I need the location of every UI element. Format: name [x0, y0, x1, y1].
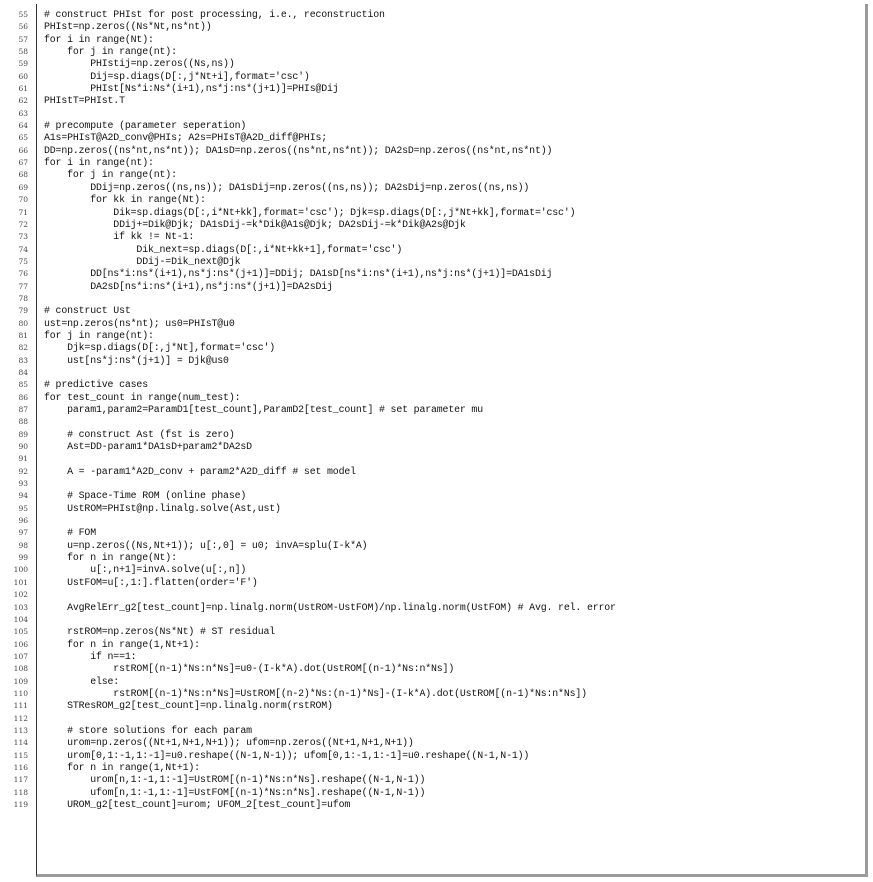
code-text: if n==1:: [44, 650, 137, 662]
line-number: 83: [18, 355, 28, 365]
line-number: 96: [18, 516, 28, 526]
line-number: 64: [18, 121, 28, 131]
line-number: 106: [13, 639, 28, 649]
code-line: [0, 83, 873, 95]
line-number: 108: [13, 664, 28, 674]
code-line: [0, 799, 873, 811]
code-line: [0, 725, 873, 737]
code-text: for i in range(Nt):: [44, 33, 154, 45]
line-number: 63: [18, 108, 28, 118]
line-number: 77: [18, 281, 28, 291]
code-line: [0, 268, 873, 280]
code-line: [0, 207, 873, 219]
code-line: [0, 318, 873, 330]
line-number: 85: [18, 380, 28, 390]
code-line: [0, 9, 873, 21]
code-text: DA2sD[ns*i:ns*(i+1),ns*j:ns*(j+1)]=DA2sDij: [44, 280, 333, 292]
code-text: # store solutions for each param: [44, 724, 252, 736]
code-line: [0, 281, 873, 293]
line-number: 72: [18, 219, 28, 229]
line-number: 80: [18, 318, 28, 328]
line-number: 95: [18, 503, 28, 513]
code-line: [0, 676, 873, 688]
line-number: 81: [18, 330, 28, 340]
code-line: [0, 379, 873, 391]
code-text: Dik=sp.diags(D[:,i*Nt+kk],format='csc'); Djk=sp.diags(D[:,j*Nt+kk],format='csc'): [44, 206, 576, 218]
code-line: [0, 441, 873, 453]
code-line: [0, 453, 873, 465]
line-number: 102: [13, 590, 28, 600]
code-line: [0, 429, 873, 441]
code-text: for j in range(nt):: [44, 46, 177, 58]
line-number: 67: [18, 158, 28, 168]
code-text: for n in range(1,Nt+1):: [44, 761, 200, 773]
line-number: 79: [18, 306, 28, 316]
line-number: 109: [13, 676, 28, 686]
code-text: ust[ns*j:ns*(j+1)] = Djk@us0: [44, 354, 229, 366]
code-text: ust=np.zeros(ns*nt); us0=PHIsT@u0: [44, 317, 235, 329]
code-line: [0, 392, 873, 404]
code-line: [0, 231, 873, 243]
code-text: UstFOM=u[:,1:].flatten(order='F'): [44, 576, 258, 588]
code-line: [0, 602, 873, 614]
line-number: 107: [13, 651, 28, 661]
code-line: [0, 157, 873, 169]
code-text: for n in range(1,Nt+1):: [44, 638, 200, 650]
line-number: 99: [18, 553, 28, 563]
line-number: 69: [18, 182, 28, 192]
code-line: [0, 466, 873, 478]
code-line: [0, 71, 873, 83]
line-number: 104: [13, 614, 28, 624]
code-text: u=np.zeros((Ns,Nt+1)); u[:,0] = u0; invA=splu(I-k*A): [44, 539, 368, 551]
code-line: [0, 132, 873, 144]
line-number: 119: [13, 800, 28, 809]
code-text: PHIstT=PHIst.T: [44, 95, 125, 107]
code-line: [0, 21, 873, 33]
code-text: # construct PHIst for post processing, i.e., reconstruction: [44, 9, 385, 20]
code-line: [0, 194, 873, 206]
line-number: 117: [13, 775, 28, 785]
line-number: 105: [13, 627, 28, 637]
code-line: [0, 305, 873, 317]
line-number: 73: [18, 232, 28, 242]
line-number: 59: [18, 59, 28, 69]
line-number: 103: [13, 602, 28, 612]
code-text: urom[n,1:-1,1:-1]=UstROM[(n-1)*Ns:n*Ns].reshape((N-1,N-1)): [44, 774, 426, 786]
line-number: 87: [18, 405, 28, 414]
line-number: 60: [18, 71, 28, 81]
code-line: [0, 515, 873, 527]
line-number: 68: [18, 170, 28, 180]
code-text: Dik_next=sp.diags(D[:,i*Nt+kk+1],format='csc'): [44, 243, 403, 255]
code-line: [0, 182, 873, 194]
code-text: UstROM=PHIst@np.linalg.solve(Ast,ust): [44, 502, 281, 514]
code-line: [0, 774, 873, 786]
code-text: # precompute (parameter seperation): [44, 120, 247, 132]
code-text: # Space-Time ROM (online phase): [44, 490, 247, 502]
line-number: 76: [18, 269, 28, 279]
code-line: [0, 330, 873, 342]
line-number: 61: [18, 84, 28, 94]
line-number: 82: [18, 343, 28, 353]
code-line: [0, 503, 873, 515]
code-text: urom=np.zeros((Nt+1,N+1,N+1)); ufom=np.zeros((Nt+1,N+1,N+1)): [44, 737, 414, 749]
code-text: # FOM: [44, 527, 96, 539]
code-line: [0, 256, 873, 268]
code-line: [0, 639, 873, 651]
line-number: 100: [13, 565, 28, 575]
code-line: [0, 219, 873, 231]
code-line: [0, 490, 873, 502]
code-text: DDij=np.zeros((ns,ns)); DA1sDij=np.zeros((ns,ns)); DA2sDij=np.zeros((ns,ns)): [44, 181, 530, 193]
code-text: # construct Ast (fst is zero): [44, 428, 235, 440]
code-text: for j in range(nt):: [44, 169, 177, 181]
line-number: 86: [18, 392, 28, 402]
code-line: [0, 342, 873, 354]
line-number: 116: [13, 762, 28, 772]
line-number: 89: [18, 429, 28, 439]
code-text: DDij+=Dik@Djk; DA1sDij-=k*Dik@A1s@Djk; DA2sDij-=k*Dik@A2s@Djk: [44, 218, 466, 230]
code-text: for n in range(Nt):: [44, 552, 177, 564]
line-number: 114: [13, 738, 28, 748]
code-line: [0, 95, 873, 107]
line-number: 84: [18, 367, 28, 377]
line-number: 93: [18, 479, 28, 489]
code-line: [0, 762, 873, 774]
code-line: [0, 540, 873, 552]
code-text: for test_count in range(num_test):: [44, 391, 241, 403]
code-text: PHIst[Ns*i:Ns*(i+1),ns*j:ns*(j+1)]=PHIs@Dij: [44, 83, 339, 95]
code-text: Dij=sp.diags(D[:,j*Nt+i],format='csc'): [44, 70, 310, 82]
code-line: [0, 169, 873, 181]
code-text: urom[0,1:-1,1:-1]=u0.reshape((N-1,N-1)); ufom[0,1:-1,1:-1]=u0.reshape((N-1,N-1)): [44, 749, 530, 761]
code-text: UROM_g2[test_count]=urom; UFOM_2[test_count]=ufom: [44, 799, 351, 810]
code-line: [0, 108, 873, 120]
code-text: if kk != Nt-1:: [44, 231, 195, 243]
line-number: 111: [13, 701, 28, 711]
line-number: 66: [18, 145, 28, 155]
line-number: 112: [13, 713, 28, 723]
code-line: [0, 713, 873, 725]
line-number: 110: [13, 688, 28, 698]
code-text: AvgRelErr_g2[test_count]=np.linalg.norm(UstROM-UstFOM)/np.linalg.norm(UstFOM) # Avg. rel. error: [44, 601, 616, 613]
line-number: 88: [18, 417, 28, 427]
code-line: [0, 700, 873, 712]
code-text: rstROM[(n-1)*Ns:n*Ns]=UstROM[(n-2)*Ns:(n-1)*Ns]-(I-k*A).dot(UstROM[(n-1)*Ns:n*Ns]): [44, 687, 587, 699]
code-line: [0, 244, 873, 256]
line-number: 74: [18, 244, 28, 254]
code-text: PHIst=np.zeros((Ns*Nt,ns*nt)): [44, 21, 212, 33]
code-text: for kk in range(Nt):: [44, 194, 206, 206]
code-text: Djk=sp.diags(D[:,j*Nt],format='csc'): [44, 342, 276, 354]
line-number: 70: [18, 195, 28, 205]
line-number: 97: [18, 528, 28, 538]
code-text: for j in range(nt):: [44, 329, 154, 341]
code-line: [0, 478, 873, 490]
code-text: A = -param1*A2D_conv + param2*A2D_diff # set model: [44, 465, 356, 477]
code-text: PHIstij=np.zeros((Ns,ns)): [44, 58, 235, 70]
line-number: 98: [18, 540, 28, 550]
line-number: 57: [18, 34, 28, 44]
code-line: [0, 688, 873, 700]
code-line: [0, 626, 873, 638]
code-text: # construct Ust: [44, 305, 131, 317]
code-text: A1s=PHIsT@A2D_conv@PHIs; A2s=PHIsT@A2D_diff@PHIs;: [44, 132, 328, 144]
code-line: [0, 145, 873, 157]
code-line: [0, 355, 873, 367]
line-number: 55: [18, 10, 28, 19]
code-text: # predictive cases: [44, 379, 148, 391]
code-line: [0, 293, 873, 305]
code-text: DD[ns*i:ns*(i+1),ns*j:ns*(j+1)]=DDij; DA1sD[ns*i:ns*(i+1),ns*j:ns*(j+1)]=DA1sDij: [44, 268, 553, 280]
code-line: [0, 663, 873, 675]
line-number: 90: [18, 442, 28, 452]
code-text: Ast=DD-param1*DA1sD+param2*DA2sD: [44, 441, 252, 453]
line-number: 62: [18, 96, 28, 106]
code-text: rstROM=np.zeros(Ns*Nt) # ST residual: [44, 626, 276, 638]
code-line: [0, 577, 873, 589]
code-text: DD=np.zeros((ns*nt,ns*nt)); DA1sD=np.zeros((ns*nt,ns*nt)); DA2sD=np.zeros((ns*nt,ns*nt)): [44, 144, 553, 156]
code-text: rstROM[(n-1)*Ns:n*Ns]=u0-(I-k*A).dot(UstROM[(n-1)*Ns:n*Ns]): [44, 663, 455, 675]
code-text: param1,param2=ParamD1[test_count],ParamD2[test_count] # set parameter mu: [44, 404, 483, 415]
line-number: 113: [13, 725, 28, 735]
line-number: 58: [18, 47, 28, 57]
code-line: [0, 614, 873, 626]
line-number: 78: [18, 293, 28, 303]
code-line: [0, 34, 873, 46]
code-line: [0, 120, 873, 132]
code-text: else:: [44, 675, 120, 687]
line-number: 71: [18, 207, 28, 217]
code-line: [0, 416, 873, 428]
line-number: 94: [18, 491, 28, 501]
code-line: [0, 750, 873, 762]
line-number: 92: [18, 466, 28, 476]
code-line: [0, 58, 873, 70]
code-line: [0, 527, 873, 539]
line-number: 115: [13, 750, 28, 760]
code-line: [0, 787, 873, 799]
code-line: [0, 367, 873, 379]
code-line: [0, 651, 873, 663]
line-number: 56: [18, 22, 28, 32]
code-line: [0, 589, 873, 601]
line-number: 65: [18, 133, 28, 143]
code-line: [0, 46, 873, 58]
code-text: ufom[n,1:-1,1:-1]=UstFOM[(n-1)*Ns:n*Ns].reshape((N-1,N-1)): [44, 786, 426, 798]
line-number: 75: [18, 256, 28, 266]
code-text: STResROM_g2[test_count]=np.linalg.norm(rstROM): [44, 700, 333, 712]
line-number: 91: [18, 454, 28, 464]
code-text: u[:,n+1]=invA.solve(u[:,n]): [44, 564, 247, 576]
line-number: 101: [13, 577, 28, 587]
code-line: [0, 552, 873, 564]
code-text: DDij-=Dik_next@Djk: [44, 255, 241, 267]
code-line: [0, 404, 873, 416]
line-number: 118: [13, 787, 28, 797]
code-listing: [0, 9, 873, 811]
code-text: for i in range(nt):: [44, 157, 154, 169]
code-line: [0, 737, 873, 749]
code-line: [0, 564, 873, 576]
